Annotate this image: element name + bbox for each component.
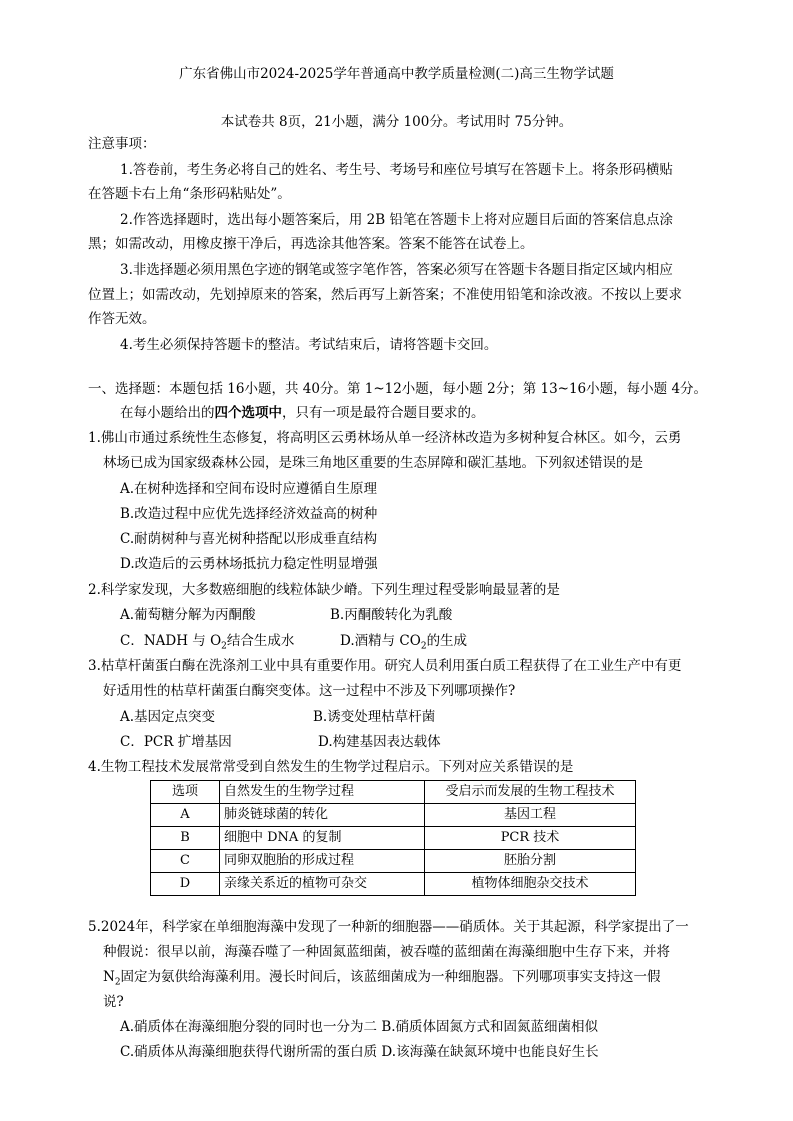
q3-stem-a: 3.枯草杆菌蛋白酶在洗涤剂工业中具有重要作用。研究人员利用蛋白质工程获得了在工业生产中有更 [88,658,682,674]
q5-stem-d: 说? [103,994,124,1010]
table-header-row [151,781,636,804]
q1-option-d: D.改造后的云勇林场抵抗力稳定性明显增强 [120,556,378,572]
table-cell: 植物体细胞杂交技术 [425,873,636,896]
exam-info: 本试卷共 8页，21小题，满分 100分。考试用时 75分钟。 [220,114,573,130]
q1-option-a: A.在树种选择和空间布设时应遵循自生原理 [120,481,378,497]
note-1a: 1.答卷前，考生务必将自己的姓名、考生号、考场号和座位号填写在答题卡上。将条形码横贴 [120,162,673,178]
q1-option-c: C.耐荫树种与喜光树种搭配以形成垂直结构 [120,531,378,547]
table-header-cell: 自然发生的生物学过程 [220,781,425,804]
table-row [151,804,636,827]
q2-stem: 2.科学家发现，大多数癌细胞的线粒体缺少嵴。下列生理过程受影响最显著的是 [88,582,560,598]
q5-options-ab: A.硝质体在海藻细胞分裂的同时也一分为二 B.硝质体固氮方式和固氮蓝细菌相似 [120,1019,599,1035]
section1-heading-a: 一、选择题：本题包括 16小题，共 40分。第 1~12小题，每小题 2分；第 13~16小题，每小题 4分。 [88,381,708,397]
table-cell: 亲缘关系近的植物可杂交 [220,873,425,896]
q3-option-b: B.诱变处理枯草杆菌 [313,709,436,725]
note-4: 4.考生必须保持答题卡的整洁。考试结束后，请将答题卡交回。 [120,337,498,353]
table-header-cell: 受启示而发展的生物工程技术 [425,781,636,804]
table-cell: 胚胎分割 [425,850,636,873]
note-3b: 位置上；如需改动，先划掉原来的答案，然后再写上新答案；不准使用铅笔和涂改液。不按以上要求 [88,287,682,303]
table-row [151,827,636,850]
table-cell: C [151,850,220,873]
table-cell: A [151,804,220,827]
q2-option-a: A.葡萄糖分解为丙酮酸 [120,607,256,623]
table-cell: 同卵双胞胎的形成过程 [220,850,425,873]
table-cell: PCR 技术 [425,827,636,850]
notes-heading: 注意事项： [88,136,156,152]
q2-option-d: D.酒精与 $CO_2$的生成 [340,633,468,652]
q4-stem: 4.生物工程技术发展常常受到自然发生的生物学过程启示。下列对应关系错误的是 [88,759,574,775]
table-cell: D [151,873,220,896]
q3-option-c: C．PCR 扩增基因 [120,734,232,750]
table-cell: 肺炎链球菌的转化 [220,804,425,827]
section1-heading-b: 在每小题给出的四个选项中，只有一项是最符合题目要求的。 [120,405,485,421]
q3-stem-b: 好适用性的枯草杆菌蛋白酶突变体。这一过程中不涉及下列哪项操作? [103,683,516,699]
table-row [151,873,636,896]
table-cell: B [151,827,220,850]
page-title: 广东省佛山市2024-2025学年普通高中教学质量检测(二)高三生物学试题 [179,66,614,82]
q4-table [150,780,636,896]
note-3a: 3.非选择题必须用黑色字迹的钢笔或签字笔作答，答案必须写在答题卡各题目指定区域内相应 [120,262,673,278]
q3-option-d: D.构建基因表达载体 [318,734,441,750]
table-row [151,850,636,873]
note-2a: 2.作答选择题时，选出每小题答案后，用 2B 铅笔在答题卡上将对应题目后面的答案信息点涂 [120,212,673,228]
q5-options-cd: C.硝质体从海藻细胞获得代谢所需的蛋白质 D.该海藻在缺氮环境中也能良好生长 [120,1044,599,1060]
table-header-cell: 选项 [151,781,220,804]
table-cell: 基因工程 [425,804,636,827]
q2-option-c: C．NADH 与 $O_2$结合生成水 [120,633,295,652]
q5-stem-a: 5.2024年，科学家在单细胞海藻中发现了一种新的细胞器——硝质体。关于其起源，科学家提出了一 [88,919,689,935]
q5-stem-c: $N_2$固定为氨供给海藻利用。漫长时间后，该蓝细菌成为一种细胞器。下列哪项事实支持这一假 [103,969,661,988]
q1-stem-a: 1.佛山市通过系统性生态修复，将高明区云勇林场从单一经济林改造为多树种复合林区。如今，云勇 [88,430,682,446]
q2-option-b: B.丙酮酸转化为乳酸 [330,607,453,623]
note-2b: 黑；如需改动，用橡皮擦干净后，再选涂其他答案。答案不能答在试卷上。 [88,236,534,252]
q1-stem-b: 林场已成为国家级森林公园，是珠三角地区重要的生态屏障和碳汇基地。下列叙述错误的是 [103,455,643,471]
note-1b: 在答题卡右上角“条形码粘贴处”。 [88,186,291,202]
table-cell: 细胞中 DNA 的复制 [220,827,425,850]
q5-stem-b: 种假说：很早以前，海藻吞噬了一种固氮蓝细菌，被吞噬的蓝细菌在海藻细胞中生存下来，并将 [103,944,670,960]
q3-option-a: A.基因定点突变 [120,709,216,725]
q1-option-b: B.改造过程中应优先选择经济效益高的树种 [120,506,378,522]
note-3c: 作答无效。 [88,311,156,327]
